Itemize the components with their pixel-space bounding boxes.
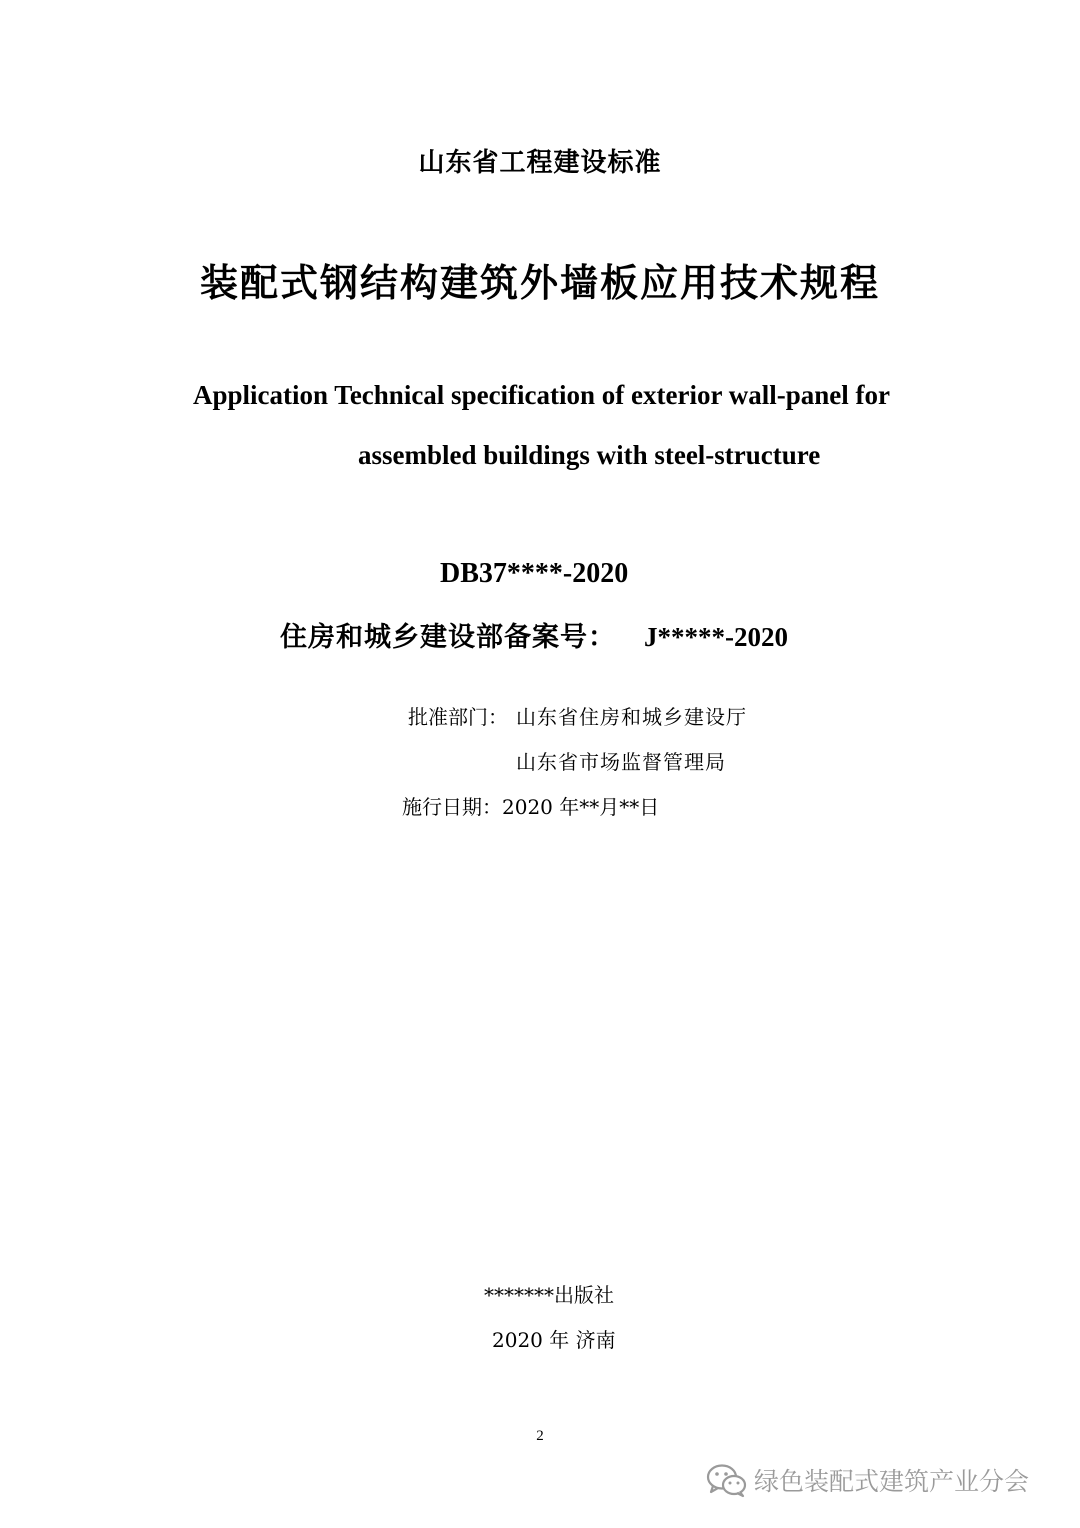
standard-type-heading: 山东省工程建设标准 [418, 148, 662, 178]
page-number: 2 [536, 1428, 544, 1444]
document-title-cn: 装配式钢结构建筑外墙板应用技术规程 [199, 261, 880, 305]
wechat-icon [706, 1462, 748, 1498]
document-title-en-line1: Application Technical specification of exterior wall-panel for [193, 380, 890, 410]
filing-label: 住房和城乡建设部备案号： [280, 622, 616, 653]
publication-place-year: 2020 年 济南 [492, 1328, 616, 1352]
filing-number: J*****-2020 [644, 622, 788, 652]
publisher: *******出版社 [484, 1283, 614, 1307]
standard-code: DB37****-2020 [440, 558, 629, 589]
watermark [706, 1458, 1029, 1502]
approval-label: 批准部门： [408, 705, 508, 729]
approval-department-2: 山东省市场监督管理局 [516, 750, 726, 774]
approval-department-1: 山东省住房和城乡建设厅 [516, 705, 747, 729]
watermark-text: 绿色装配式建筑产业分会 [754, 1467, 1030, 1496]
document-title-en-line2: assembled buildings with steel-structure [358, 440, 821, 470]
effective-date: 施行日期：2020 年**月**日 [402, 795, 660, 819]
filing-number-line [280, 615, 788, 654]
